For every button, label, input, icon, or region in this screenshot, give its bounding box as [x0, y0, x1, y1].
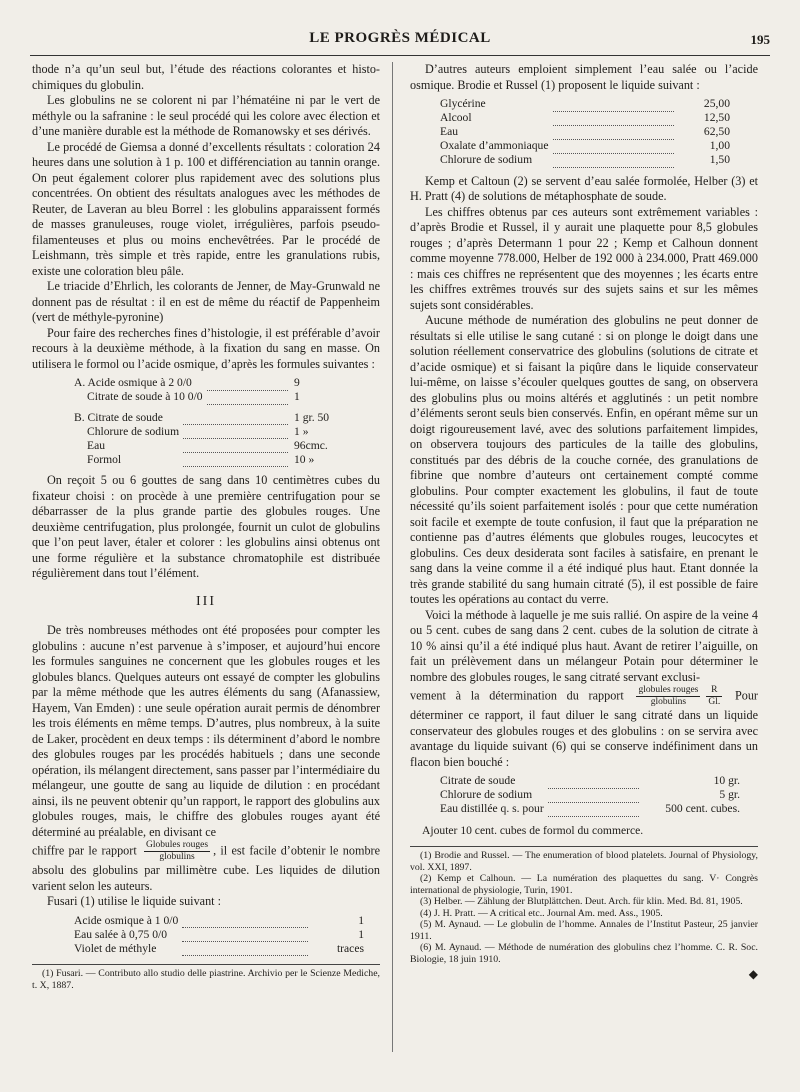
- formula-qty: 25,00: [703, 97, 730, 110]
- column-divider: [392, 62, 393, 1052]
- formula-label: Chlorure de sodium: [440, 153, 533, 166]
- formula-label: Eau distillée q. s. pour: [440, 802, 544, 815]
- formula-d: [440, 97, 730, 168]
- formula-row: [74, 439, 354, 453]
- footnote: (6) M. Aynaud. — Méthode de numération des globulins chez l’homme. C. R. Soc. Biologie, 18 juin 1910.: [410, 942, 758, 965]
- footnote: (5) M. Aynaud. — Le globulin de l’homme. Annales de l’Institut Pasteur, 25 janvier 1911.: [410, 919, 758, 942]
- formula-qty: 1 gr. 50: [294, 410, 330, 424]
- formula-label: Eau: [87, 438, 106, 452]
- formula-label: Glycérine: [440, 97, 486, 110]
- formula-qty: traces: [336, 941, 364, 955]
- formula-label: Citrate de soude à 10 0/0: [87, 390, 203, 403]
- footnote: (1) Fusari. — Contributo allo studio delle piastrine. Archivio per le Scienze Mediche, t. X, 1887.: [32, 968, 380, 991]
- end-of-article-marker: ◆: [748, 967, 758, 981]
- text-run: , il est facile d’obtenir le nombre absolu des globulins par millimètre cube. Les liquides de dilution varient selon les auteurs.: [32, 843, 381, 893]
- header-rule: [30, 55, 770, 56]
- paragraph: thode n’a qu’un seul but, l’étude des réactions colorantes et histo-chimiques du globulin.: [32, 62, 380, 92]
- formula-label: Acide osmique à 1 0/0: [74, 913, 179, 927]
- leader-dots: [182, 942, 308, 956]
- text-run: chiffre par le rapport: [32, 843, 137, 858]
- formula-note: Ajouter 10 cent. cubes de formol du commerce.: [422, 823, 644, 837]
- paragraph: Le triacide d’Ehrlich, les colorants de Jenner, de May-Grunwald ne donnent pas de résultat : il en est de même du réactif de Pappenheim (vert de méthyle-pyronine): [32, 279, 380, 324]
- paragraph: On reçoit 5 ou 6 gouttes de sang dans 10 centimètres cubes du fixateur choisi : on procède à une première centrifugation pour se débarrasser de la plus grande partie des globules rouges. Une deuxième centrifugation, plus prolongée, fournit un culot de globulins que l’on peut laver, étaler et colorer : les globulins ainsi obtenus ont une forme régulière et la substance chromatophile est distribuée régulièrement dans tout l’élément.: [32, 473, 380, 580]
- formula-a: [74, 376, 354, 405]
- paragraph: Kemp et Caltoun (2) se servent d’eau salée formolée, Helber (3) et H. Pratt (4) de solutions de métaphosphate de soude.: [410, 173, 758, 203]
- formula-row: [74, 942, 364, 956]
- formula-qty: 1,00: [709, 139, 730, 152]
- formula-qty: 1: [294, 390, 300, 403]
- paragraph-with-fraction: [32, 840, 380, 894]
- formula-label: Alcool: [440, 111, 472, 124]
- leader-dots: [182, 914, 308, 928]
- formula-label: Oxalate d’ammoniaque: [440, 139, 549, 152]
- formula-qty: 1: [358, 913, 364, 927]
- page-header: [30, 30, 770, 50]
- fraction-numerator: globules rouges: [638, 685, 699, 695]
- formula-qty: 9: [294, 376, 300, 389]
- fraction-denominator: Gl.: [708, 697, 721, 707]
- formula-label: Eau: [440, 125, 459, 138]
- formula-row: [440, 788, 740, 802]
- text-run: Pour déterminer ce rapport, il faut diluer le sang citraté dans un liquide conservateur des globules rouges et des globulins : on se servira avec avantage du liquide suivant (6) qui se conserve indéfiniment dans un flacon bien bouché :: [410, 688, 758, 769]
- footnote: (3) Helber. — Zählung der Blutplättchen. Deut. Arch. für klin. Med. Bd. 81, 1905.: [420, 896, 743, 907]
- ratio-fraction: [636, 685, 700, 708]
- formula-qty: 1 »: [294, 424, 309, 438]
- leader-dots: [553, 97, 675, 111]
- formula-row: [440, 139, 730, 153]
- section-heading: III: [196, 593, 216, 609]
- formula-qty: 10 »: [294, 452, 315, 466]
- formula-e: [440, 774, 740, 817]
- formula-qty: 1,50: [709, 153, 730, 166]
- left-column: [32, 62, 380, 991]
- formula-qty: 500 cent. cubes.: [665, 802, 740, 815]
- leader-dots: [548, 774, 639, 788]
- footnote: (2) Kemp et Calhoun. — La numération des plaquettes du sang. V· Congrès international de physiologie, Turin, 1901.: [410, 873, 758, 896]
- paragraph: Les globulins ne se colorent ni par l’hématéine ni par le vert de méthyle ou la safranine : le seul procédé qui les colore avec élection et d’une manière durable est la méthode de Romanowsky et ses dérivés.: [32, 93, 380, 138]
- formula-label: Eau salée à 0,75 0/0: [74, 927, 168, 941]
- formula-row: [440, 111, 730, 125]
- leader-dots: [183, 453, 288, 467]
- formula-row: [440, 125, 730, 139]
- formula-row: [440, 153, 730, 167]
- formula-row: [74, 411, 354, 425]
- ratio-fraction: [144, 840, 210, 863]
- leader-dots: [553, 111, 675, 125]
- leader-dots: [548, 802, 639, 816]
- ratio-fraction-short: [706, 685, 722, 708]
- leader-dots: [553, 139, 675, 153]
- paragraph: Fusari (1) utilise le liquide suivant :: [47, 894, 221, 908]
- leader-dots: [183, 411, 288, 425]
- formula-qty: 10 gr.: [713, 774, 740, 787]
- fraction-numerator: Globules rouges: [146, 840, 209, 850]
- paragraph: Aucune méthode de numération des globulins ne peut donner de résultats si elle utilise le sang cutané : si on plonge le doigt dans une solution réellement conservatrice des globulins (solutions de citrate et d’acide osmique) et si faisant la piqûre dans le liquide conservateur lui-même, on laisse s’écouler quelques gouttes de sang, on observera des globulins plus ou moins altérés et agglutinés : un petit nombre d’éléments seront seuls bien conservés. Enfin, en opérant même sur un doigt rigoureusement lavé, avec des solutions parfaitement limpides, on observera toujours des particules de la taille des globulins, constitués par des débris de la couche cornée, des granulations de fibrine que nombre d’auteurs ont certainement compté comme globulins. Pour compter exactement les globulins, il faut de toute nécessité qu’ils soient parfaitement isolés : pour que cette numération soit facile et exempte de toute confusion, il faut que la préparation ne contienne pas d’autres éléments que globules rouges, leucocytes et globulins. Ces deux desiderata sont faciles à satisfaire, en prenant le sang dans la veine comme il a été indiqué plus haut. Etant donnée la très grande stabilité du sang humain citraté (5), il est possible de faire toutes les opérations au contact du verre.: [410, 313, 758, 606]
- formula-label: Citrate de soude: [440, 774, 516, 787]
- formula-label: Chlorure de sodium: [440, 788, 533, 801]
- paragraph: Les chiffres obtenus par ces auteurs sont extrêmement variables : d’après Brodie et Russel, il y aurait une plaquette pour 8,5 globules rouges ; d’après Determann 1 pour 22 ; Kemp et Calhoun donnent comme moyenne 778.000, Helber de 192 000 à 234.000, Pratt 469.000 : mais ces chiffres ne représentent que des moyennes ; les écarts entre les chiffres extrêmes trouvés sur des sujets sains et sur les mêmes sujets sont considérables.: [410, 204, 758, 312]
- formula-label: Chlorure de sodium: [87, 424, 180, 438]
- paragraph: De très nombreuses méthodes ont été proposées pour compter les globulins : aucune n’est parvenue à s’imposer, et aujourd’hui encore les formules sanguines ne concernent que les globules rouges et les globules blancs. Quelques auteurs ont essayé de compter les globulins par la même méthode que les autres éléments du sang (Afanassiew, Hayem, Van Emden) : une seule opération aurait permis de dénombrer les trois éléments en même temps. D’autres, plus nombreux, à la suite de Laker, procèdent en deux temps : ils déterminent d’abord le nombre des globules rouges par les procédés habituels ; dans une seconde opération, ils mélangent directement, sans passer par l’intermédiaire du mélangeur, une goutte de sang au liquide de dilution : en procédant ainsi, ils ne peuvent obtenir qu’un rapport, le rapport des globulins aux globules rouges, mais, le chiffre des globules rouges ayant été déterminé au préalable, en divisant ce: [32, 623, 380, 839]
- formula-qty: 1: [358, 927, 364, 941]
- formula-label: Violet de méthyle: [74, 941, 157, 955]
- leader-dots: [553, 153, 675, 167]
- fraction-denominator: globulins: [159, 852, 195, 862]
- formula-label: Formol: [87, 452, 122, 466]
- formula-row: [74, 453, 354, 467]
- formula-label: A. Acide osmique à 2 0/0: [74, 376, 192, 389]
- right-column: [410, 62, 758, 983]
- fraction-numerator: R: [706, 685, 722, 697]
- leader-dots: [182, 928, 308, 942]
- formula-c: [74, 914, 364, 957]
- formula-label: B. Citrate de soude: [74, 410, 163, 424]
- paragraph: Pour faire des recherches fines d’histologie, il est préférable d’avoir recours à la deuxième méthode, à la fixation du sang en masse. On utilisera le formol ou l’acide osmique, d’après les formules suivantes :: [32, 325, 380, 371]
- leader-dots: [207, 376, 288, 390]
- formula-qty: 12,50: [703, 111, 730, 124]
- paragraph-with-fraction: [410, 685, 758, 770]
- formula-row: [440, 774, 740, 788]
- page-number: 195: [750, 32, 770, 47]
- paragraph: D’autres auteurs emploient simplement l’eau salée ou l’acide osmique. Brodie et Russel (1) proposent le liquide suivant :: [410, 62, 758, 92]
- formula-row: [74, 425, 354, 439]
- leader-dots: [183, 439, 288, 453]
- formula-row: [74, 928, 364, 942]
- formula-row: [74, 914, 364, 928]
- formula-qty: 5 gr.: [719, 788, 740, 801]
- formula-row: [440, 97, 730, 111]
- formula-row: [74, 376, 354, 390]
- paragraph: Le procédé de Giemsa a donné d’excellents résultats : coloration 24 heures dans une solution à 1 p. 100 et différenciation au tannin orange. On peut également colorer plus rapidement avec des solutions plus concentrées. On obtient des résultats analogues avec les méthodes de Reuter, de Laveran au bleu Borrel : les globulins apparaissent formés de masses granuleuses, rouge violet, irrégulières, parfois pseudo-filamenteuses et plus ou moins enchevêtrées. Par le procédé de Leishmann, très simple et très rapide, entre les granulations rubis, existe une coloration bleu pâle.: [32, 139, 380, 278]
- leader-dots: [207, 390, 288, 404]
- footnote-rule: [32, 964, 380, 965]
- footnote-rule: [410, 846, 758, 847]
- formula-qty: 96cmc.: [294, 438, 328, 452]
- footnote: (1) Brodie and Russel. — The enumeration of blood platelets. Journal of Physiology, vol. XXI, 1897.: [410, 850, 758, 873]
- leader-dots: [553, 125, 675, 139]
- journal-title: LE PROGRÈS MÉDICAL: [309, 30, 491, 46]
- text-run: vement à la détermination du rapport: [410, 688, 624, 703]
- fraction-denominator: globulins: [650, 697, 687, 707]
- leader-dots: [183, 425, 288, 439]
- leader-dots: [548, 788, 639, 802]
- paragraph: Voici la méthode à laquelle je me suis rallié. On aspire de la veine 4 ou 5 cent. cubes de sang dans 2 cent. cubes de la solution de citrate à 10 % ainsi qu’il a été indiqué plus haut. Avant de retirer l’aiguille, on fait un prélèvement dans un mélangeur Potain pour déterminer le nombre des globules rouges, le sang citraté servant exclusi-: [410, 607, 758, 684]
- formula-qty: 62,50: [703, 125, 730, 138]
- formula-row: [440, 802, 740, 816]
- formula-b: [74, 411, 354, 468]
- formula-row: [74, 390, 354, 404]
- footnote: (4) J. H. Pratt. — A critical etc.. Journal Am. med. Ass., 1905.: [420, 907, 663, 919]
